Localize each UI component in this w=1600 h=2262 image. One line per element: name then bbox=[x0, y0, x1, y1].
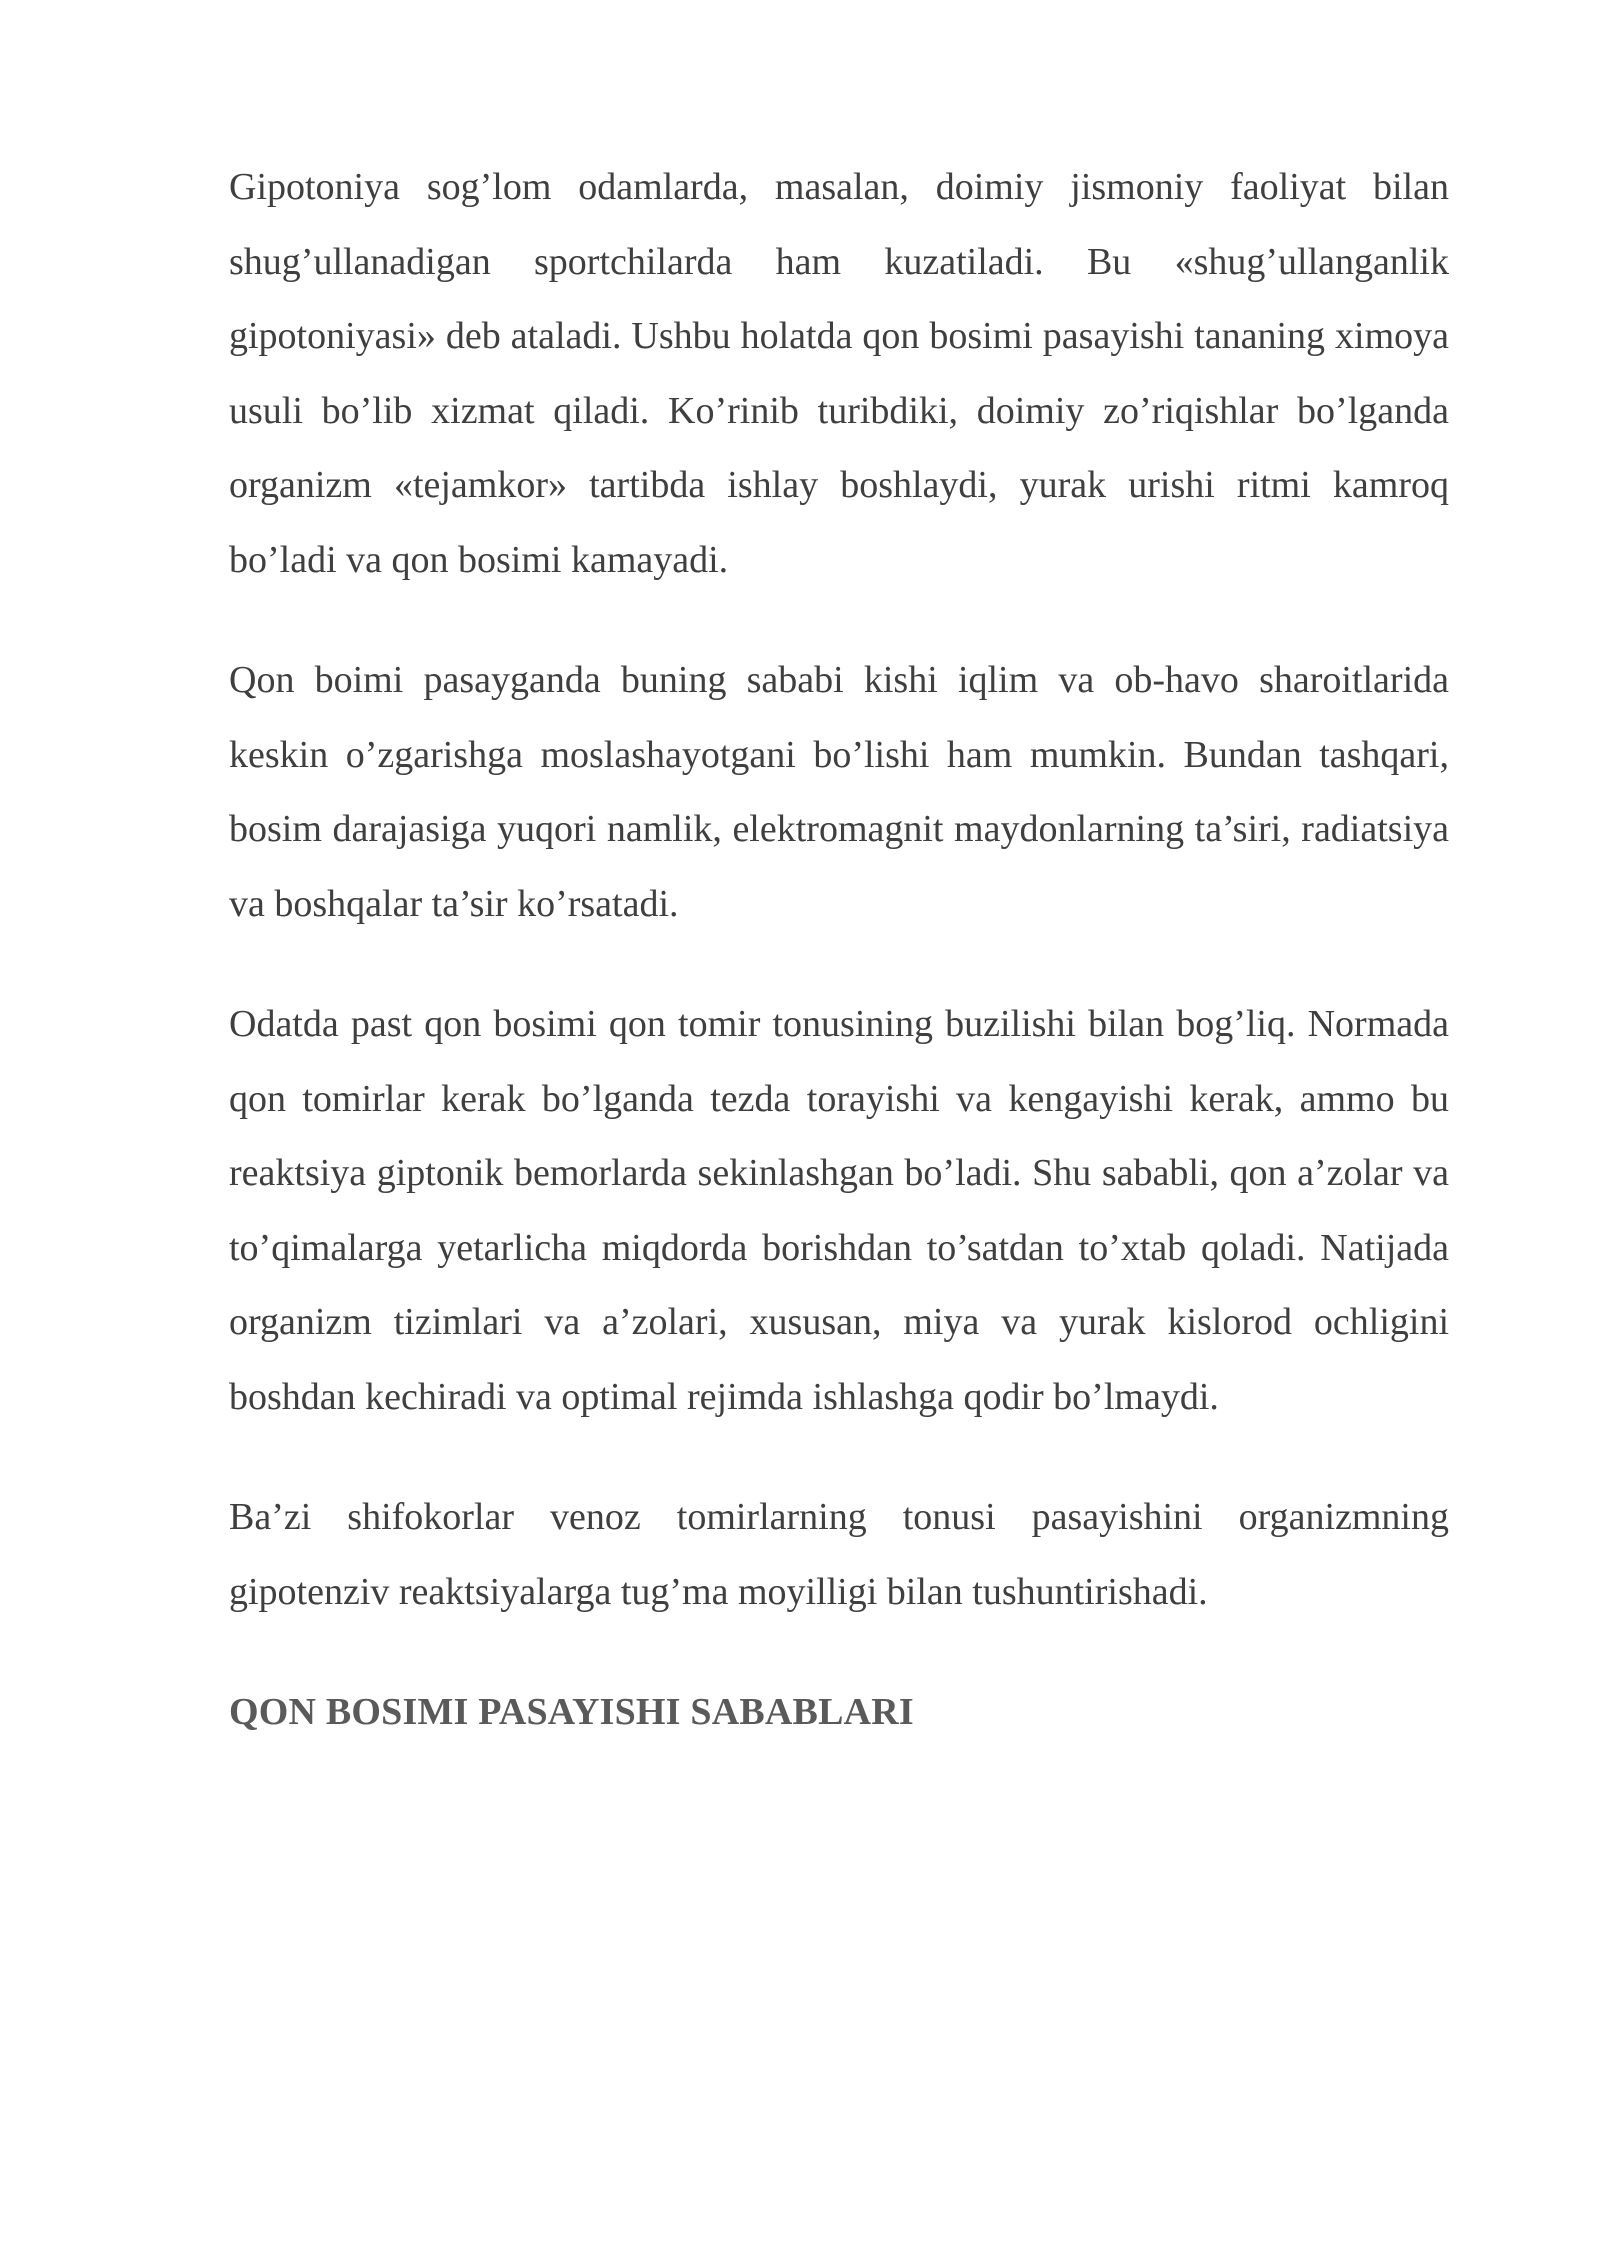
paragraph-2: Qon boimi pasayganda buning sababi kishi iqlim va ob-havo sharoitlarida keskin o’zgarishga moslashayotgani bo’lishi ham mumkin. Bundan tashqari, bosim darajasiga yuqori namlik, elektromagnit maydonlarning ta’siri, radiatsiya va boshqalar ta’sir ko’rsatadi. bbox=[229, 659, 1449, 925]
section-heading: QON BOSIMI PASAYISHI SABABLARI bbox=[229, 1691, 914, 1733]
document-body bbox=[229, 150, 1449, 1749]
paragraph-3: Odatda past qon bosimi qon tomir tonusining buzilishi bilan bog’liq. Normada qon tomirlar kerak bo’lganda tezda torayishi va kengayishi kerak, ammo bu reaktsiya giptonik bemorlarda sekinlashgan bo’ladi. Shu sababli, qon a’zolar va to’qimalarga yetarlicha miqdorda borishdan to’satdan to’xtab qoladi. Natijada organizm tizimlari va a’zolari, xususan, miya va yurak kislorod ochligini boshdan kechiradi va optimal rejimda ishlashga qodir bo’lmaydi. bbox=[229, 1003, 1449, 1418]
paragraph-1: Gipotoniya sog’lom odamlarda, masalan, doimiy jismoniy faoliyat bilan shug’ullanadigan sportchilarda ham kuzatiladi. Bu «shug’ullanganlik gipotoniyasi» deb ataladi. Ushbu holatda qon bosimi pasayishi tananing ximoya usuli bo’lib xizmat qiladi. Ko’rinib turibdiki, doimiy zo’riqishlar bo’lganda organizm «tejamkor» tartibda ishlay boshlaydi, yurak urishi ritmi kamroq bo’ladi va qon bosimi kamayadi. bbox=[229, 166, 1449, 581]
paragraph-4: Ba’zi shifokorlar venoz tomirlarning tonusi pasayishini organizmning gipotenziv reaktsiyalarga tug’ma moyilligi bilan tushuntirishadi. bbox=[229, 1496, 1449, 1613]
